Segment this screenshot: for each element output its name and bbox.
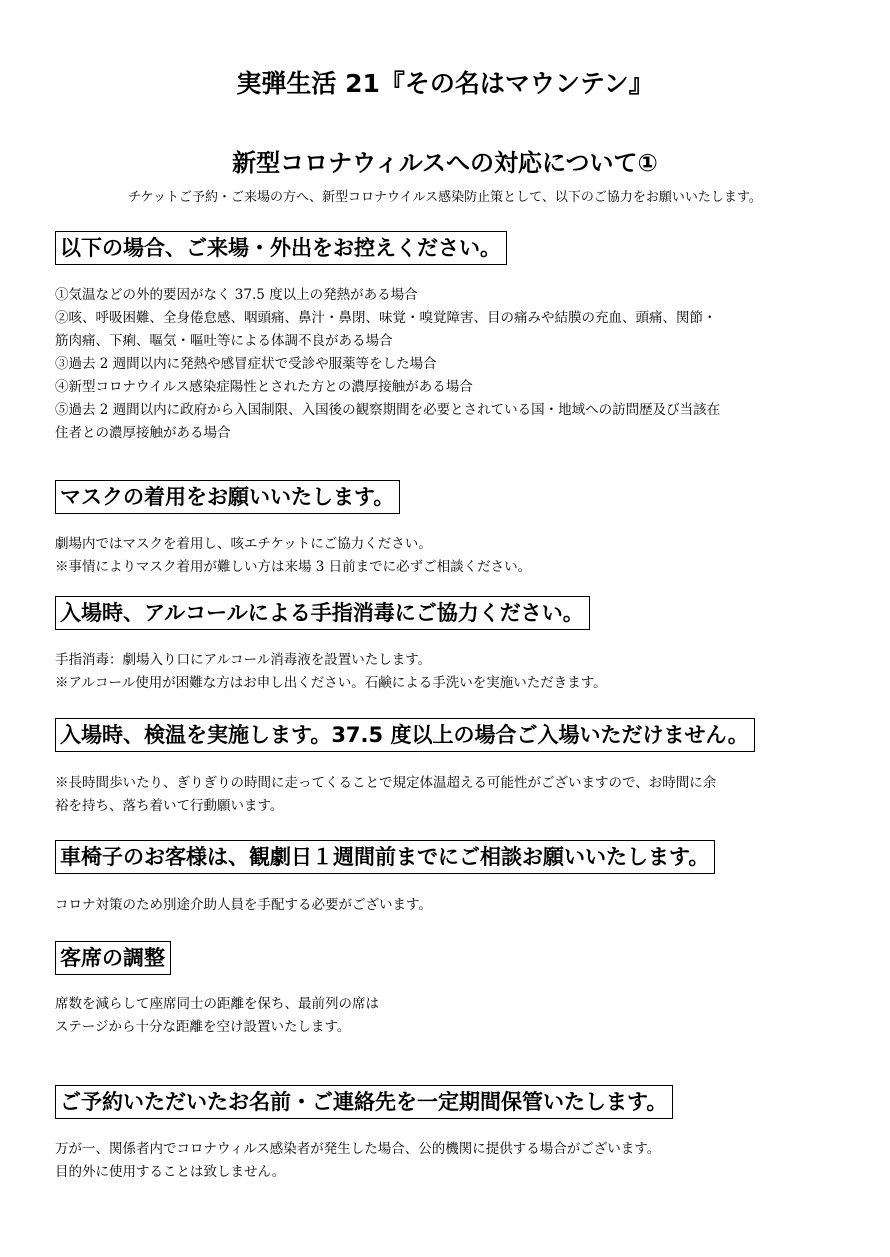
section-body-contact-info — [55, 1138, 835, 1184]
body-line: 筋肉痛、下痢、嘔気・嘔吐等による体調不良がある場合 — [55, 333, 393, 349]
body-line: ⑤過去 2 週間以内に政府から入国制限、入国後の観察期間を必要とされている国・地域への訪問歴及び当該在 — [55, 402, 721, 418]
body-line: ②咳、呼吸困難、全身倦怠感、咽頭痛、鼻汁・鼻閉、味覚・嗅覚障害、目の痛みや結膜の充血、頭痛、関節・ — [55, 310, 717, 326]
section-heading-sanitizer: 入場時、アルコールによる手指消毒にご協力ください。 — [55, 596, 590, 630]
section-body-wheelchair — [55, 894, 835, 917]
body-line: 裕を持ち、落ち着いて行動願います。 — [55, 798, 284, 814]
section-heading-mask: マスクの着用をお願いいたします。 — [55, 480, 400, 514]
section-heading-stay-home: 以下の場合、ご来場・外出をお控えください。 — [55, 231, 507, 265]
body-line: ※事情によりマスク着用が難しい方は来場 3 日前までに必ずご相談ください。 — [55, 559, 532, 575]
body-line: 目的外に使用することは致しません。 — [55, 1164, 286, 1180]
section-body-stay-home — [55, 284, 835, 445]
section-heading-temperature: 入場時、検温を実施します。37.5 度以上の場合ご入場いただけません。 — [55, 718, 755, 752]
body-line: 席数を減らして座席同士の距離を保ち、最前列の席は — [55, 996, 379, 1012]
section-heading-wheelchair: 車椅子のお客様は、観劇日１週間前までにご相談お願いいたします。 — [55, 840, 715, 874]
document-title: 実弾生活 21『その名はマウンテン』 — [236, 69, 654, 98]
section-heading-contact-info: ご予約いただいたお名前・ご連絡先を一定期間保管いたします。 — [55, 1085, 673, 1119]
section-body-sanitizer — [55, 649, 835, 695]
body-line: 手指消毒：劇場入り口にアルコール消毒液を設置いたします。 — [55, 652, 432, 668]
section-body-seating — [55, 993, 835, 1039]
section-body-mask — [55, 533, 835, 579]
body-line: 万が一、関係者内でコロナウィルス感染者が発生した場合、公的機関に提供する場合がございます。 — [55, 1141, 661, 1157]
body-line: コロナ対策のため別途介助人員を手配する必要がございます。 — [55, 897, 432, 913]
body-line: ③過去 2 週間以内に発熱や感冒症状で受診や服薬等をした場合 — [55, 356, 437, 372]
body-line: ※アルコール使用が困難な方はお申し出ください。石鹸による手洗いを実施いただきます。 — [55, 675, 607, 691]
section-body-temperature — [55, 772, 835, 818]
body-line: ステージから十分な距離を空け設置いたします。 — [55, 1019, 351, 1035]
document-subtitle: 新型コロナウィルスへの対応について① — [232, 149, 658, 177]
body-line: ①気温などの外的要因がなく 37.5 度以上の発熱がある場合 — [55, 287, 418, 303]
intro-text: チケットご予約・ご来場の方へ、新型コロナウイルス感染防止策として、以下のご協力をお願いいたします。 — [128, 190, 762, 205]
body-line: ④新型コロナウイルス感染症陽性とされた方との濃厚接触がある場合 — [55, 379, 473, 395]
body-line: ※長時間歩いたり、ぎりぎりの時間に走ってくることで規定体温超える可能性がございますので、お時間に余 — [55, 775, 717, 791]
body-line: 劇場内ではマスクを着用し、咳エチケットにご協力ください。 — [55, 536, 432, 552]
body-line: 住者との濃厚接触がある場合 — [55, 425, 231, 441]
section-heading-seating: 客席の調整 — [55, 941, 171, 975]
